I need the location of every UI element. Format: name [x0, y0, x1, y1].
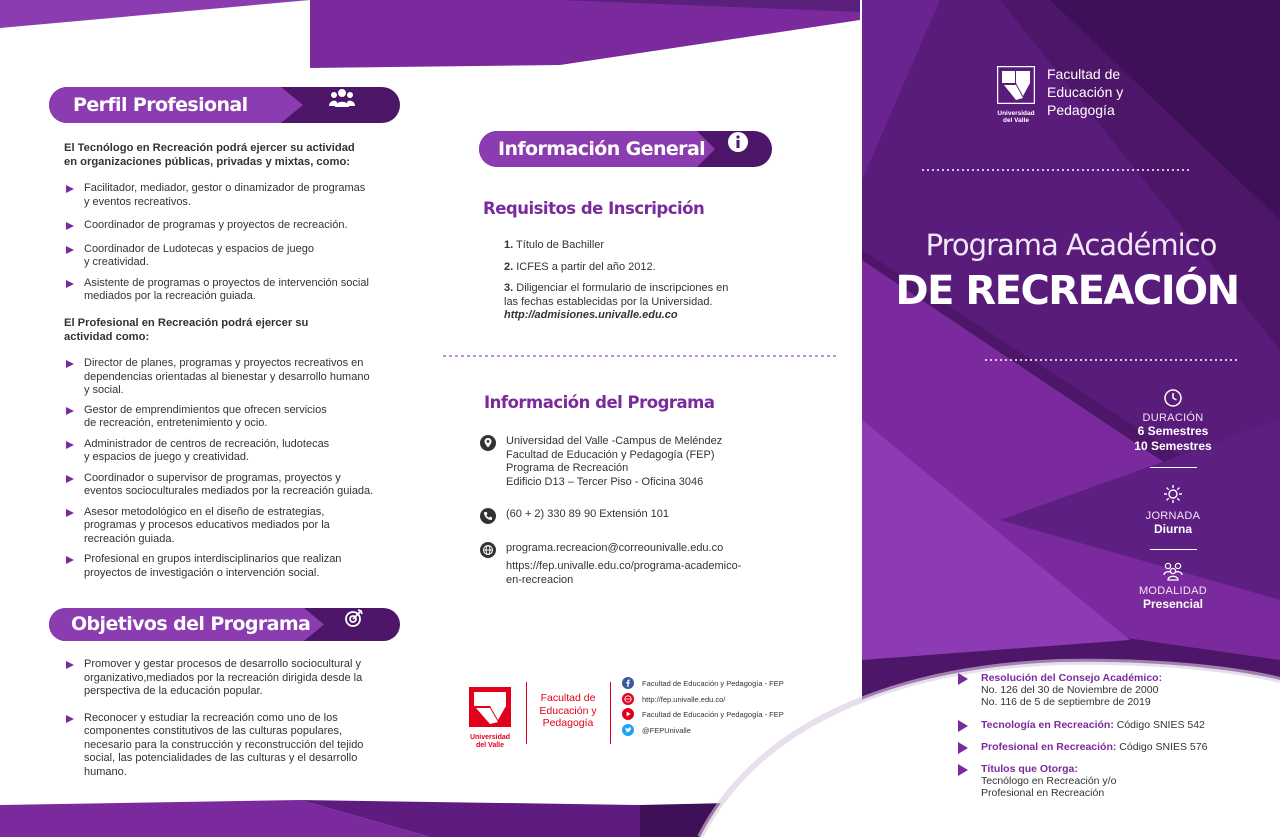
faculty-name-cover: [1047, 65, 1123, 119]
jornada-block: [1108, 484, 1238, 537]
item-title: Profesional en Recreación:: [981, 741, 1117, 753]
item-line: mediados por la recreación guiada.: [84, 290, 256, 302]
item-line: Coordinador de Ludotecas y espacios de juego: [84, 242, 314, 255]
item-line: recreación guiada.: [84, 532, 175, 545]
item-line: Administrador de centros de recreación, ludotecas: [84, 437, 330, 450]
resolucion-item: [958, 672, 1258, 708]
item-line: Facilitador, mediador, gestor o dinamizador de programas: [84, 182, 366, 194]
list-item: [64, 404, 389, 431]
item-line: eventos socioculturales mediados por la recreación guiada.: [84, 485, 374, 497]
intro-line: El Profesional en Recreación podrá ejercer su: [64, 317, 309, 329]
program-title-line1: Programa Académico: [925, 228, 1217, 262]
item-line: programas y procesos educativos mediados por la: [84, 519, 330, 531]
faculty-line: Pedagogía: [542, 717, 594, 729]
requisitos-list: [504, 239, 764, 323]
item-line: Gestor de emprendimientos que ofrecen servicios: [84, 403, 327, 416]
list-item: [64, 182, 394, 209]
duracion-block: [1108, 388, 1238, 454]
separator: [1150, 467, 1197, 468]
faculty-line: Facultad de: [540, 692, 596, 704]
duracion-label: DURACIÓN: [1142, 412, 1204, 424]
faculty-line: Educación y: [539, 704, 597, 717]
item-title: Tecnología en Recreación:: [981, 719, 1114, 731]
item-line: Promover y gestar procesos de desarrollo sociocultural y: [84, 658, 361, 670]
duracion-value: 6 Semestres: [1137, 424, 1209, 438]
faculty-name-footer: [530, 692, 606, 730]
item-line: Coordinador de programas y proyectos de recreación.: [84, 219, 348, 231]
list-item: [64, 712, 380, 780]
globe-icon: [480, 542, 496, 563]
list-item: [64, 219, 394, 233]
item-line: Código SNIES 576: [1116, 741, 1208, 753]
group-icon: [1108, 561, 1238, 583]
web-line: en-recreacion: [506, 573, 574, 586]
social-row[interactable]: [622, 693, 784, 709]
address-line: Programa de Recreación: [506, 462, 629, 474]
list-item: [64, 438, 389, 465]
tecnologia-item: [958, 719, 1258, 731]
requisitos-title: Requisitos de Inscripción: [483, 199, 705, 218]
univ-name-footer: [468, 734, 512, 749]
requisito-num: 1.: [504, 239, 514, 251]
intro-line: en organizaciones públicas, privadas y mixtas, como:: [64, 155, 350, 168]
modalidad-value: Presencial: [1142, 597, 1204, 611]
list-item: [64, 277, 394, 304]
address-line: Edificio D13 – Tercer Piso - Oficina 3046: [506, 475, 704, 488]
item-line: y eventos recreativos.: [84, 195, 191, 208]
info-general-title: Información General: [498, 138, 706, 160]
facebook-icon: [622, 677, 634, 693]
item-line: Profesional en Recreación: [981, 787, 1105, 799]
item-line: proyectos de investigación o intervención social.: [84, 566, 320, 579]
univ-line: del Valle: [1002, 117, 1030, 124]
objetivos-header: [49, 608, 400, 644]
phone-text: (60 + 2) 330 89 90 Extensión 101: [506, 508, 669, 520]
requisito-item: [504, 261, 764, 275]
perfil-title: Perfil Profesional: [73, 94, 248, 116]
address-line: Universidad del Valle -Campus de Meléndez: [506, 435, 723, 447]
requisito-text: ICFES a partir del año 2012.: [516, 260, 656, 273]
univ-name-cover: [997, 110, 1035, 124]
profesional-item: [958, 741, 1258, 753]
item-line: No. 126 del 30 de Noviembre de 2000: [981, 684, 1159, 696]
item-line: Asesor metodológico en el diseño de estrategias,: [84, 505, 325, 518]
duracion-value: 10 Semestres: [1134, 439, 1212, 453]
item-line: Tecnólogo en Recreación y/o: [981, 775, 1117, 787]
titulos-item: [958, 763, 1258, 799]
requisito-text: Título de Bachiller: [516, 239, 605, 251]
item-line: Reconocer y estudiar la recreación como uno de los: [84, 711, 338, 724]
requisito-item: [504, 239, 764, 253]
item-line: dependencias orientadas al bienestar y desarrollo humano: [84, 370, 370, 383]
requisito-text: Diligenciar el formulario de inscripciones en: [516, 282, 729, 294]
social-row[interactable]: [622, 677, 784, 693]
web-icon: [622, 693, 634, 709]
item-line: componentes constitutivos de las culturas populares,: [84, 725, 343, 737]
intro-line: actividad como:: [64, 330, 150, 343]
social-text: http://fep.univalle.edu.co/: [642, 694, 726, 704]
twitter-icon: [622, 724, 634, 740]
item-line: Director de planes, programas y proyectos recreativos en: [84, 357, 364, 369]
phone-icon: [480, 508, 496, 529]
clock-icon: [1108, 388, 1238, 410]
location-pin-icon: [480, 435, 496, 456]
sun-icon: [1108, 484, 1238, 506]
email-link[interactable]: programa.recreacion@correounivalle.edu.co: [506, 542, 724, 554]
faculty-line: Educación y: [1047, 84, 1124, 100]
item-line: y social.: [84, 384, 124, 396]
requisito-item: [504, 282, 764, 323]
univalle-logo-footer: [468, 686, 512, 749]
social-text: Facultad de Educación y Pedagogía - FEP: [642, 710, 784, 719]
item-line: Profesional en grupos interdisciplinarios que realizan: [84, 553, 342, 565]
item-line: No. 116 de 5 de septiembre de 2019: [981, 696, 1151, 708]
requisito-num: 2.: [504, 260, 514, 273]
tecnologo-list: [64, 182, 394, 304]
admisiones-link[interactable]: http://admisiones.univalle.edu.co: [504, 309, 678, 321]
univ-line: Universidad: [469, 734, 511, 741]
modalidad-label: MODALIDAD: [1138, 585, 1208, 597]
item-line: y creatividad.: [84, 256, 149, 268]
info-icon: [727, 131, 753, 167]
item-line: y espacios de juego y creatividad.: [84, 451, 250, 463]
item-line: Código SNIES 542: [1113, 719, 1205, 731]
web-link[interactable]: [506, 560, 741, 587]
perfil-header: [49, 87, 400, 123]
univalle-shield-icon: [468, 686, 512, 728]
jornada-label: JORNADA: [1145, 510, 1201, 522]
item-line: perspectiva de la educación popular.: [84, 685, 263, 697]
univ-line: Universidad: [997, 110, 1035, 117]
youtube-icon: [622, 708, 634, 724]
item-line: Asistente de programas o proyectos de intervención social: [84, 276, 369, 289]
item-line: necesario para la construcción y reconstrucción del tejido: [84, 738, 364, 751]
faculty-line: Facultad de: [1047, 66, 1121, 82]
univalle-shield-icon: [997, 66, 1035, 104]
univ-line: del Valle: [475, 741, 505, 749]
social-row[interactable]: [622, 724, 784, 740]
requisito-num: 3.: [504, 282, 514, 294]
jornada-value: Diurna: [1153, 522, 1192, 536]
objetivos-title: Objetivos del Programa: [71, 613, 311, 635]
objetivos-list: [64, 658, 380, 779]
item-line: humano.: [84, 765, 127, 778]
address-text: [506, 435, 722, 489]
footer-divider-2: [610, 682, 611, 744]
list-item: [64, 658, 380, 699]
separator: [1150, 549, 1197, 550]
list-item: [64, 243, 394, 270]
cover-bottom-list: [958, 672, 1258, 799]
item-title: Resolución del Consejo Académico:: [981, 672, 1163, 684]
list-item: [64, 357, 389, 398]
intro-line: El Tecnólogo en Recreación podrá ejercer su actividad: [64, 142, 355, 154]
address-line: Facultad de Educación y Pedagogía (FEP): [506, 448, 715, 461]
footer-divider: [526, 682, 527, 744]
social-list: [622, 677, 784, 739]
faculty-line: Pedagogía: [1047, 102, 1115, 118]
item-title: Títulos que Otorga:: [981, 763, 1078, 775]
target-icon: [344, 608, 374, 641]
social-text: @FEPUnivalle: [642, 725, 691, 735]
profesional-intro: [64, 317, 404, 344]
item-line: Coordinador o supervisor de programas, proyectos y: [84, 471, 341, 484]
list-item: [64, 553, 389, 580]
programa-title: Información del Programa: [484, 393, 715, 412]
list-item: [64, 506, 389, 547]
program-title-line2: DE RECREACIÓN: [895, 268, 1239, 314]
item-line: organizativo,mediados por la recreación dirigida desde la: [84, 671, 363, 684]
item-line: de recreación, entretenimiento y ocio.: [84, 417, 268, 429]
social-row[interactable]: [622, 708, 784, 724]
modalidad-block: [1108, 561, 1238, 612]
info-general-header: [479, 131, 772, 167]
requisito-text: las fechas establecidas por la Universidad.: [504, 295, 713, 308]
web-line: https://fep.univalle.edu.co/programa-academico-: [506, 560, 742, 572]
item-line: social, las potencialidades de las culturas y el desarrollo: [84, 752, 358, 764]
tecnologo-intro: [64, 142, 404, 169]
people-icon: [329, 87, 369, 123]
profesional-list: [64, 357, 389, 580]
social-text: Facultad de Educación y Pedagogía - FEP: [642, 679, 784, 688]
univalle-logo-cover: [997, 66, 1035, 124]
list-item: [64, 472, 389, 499]
